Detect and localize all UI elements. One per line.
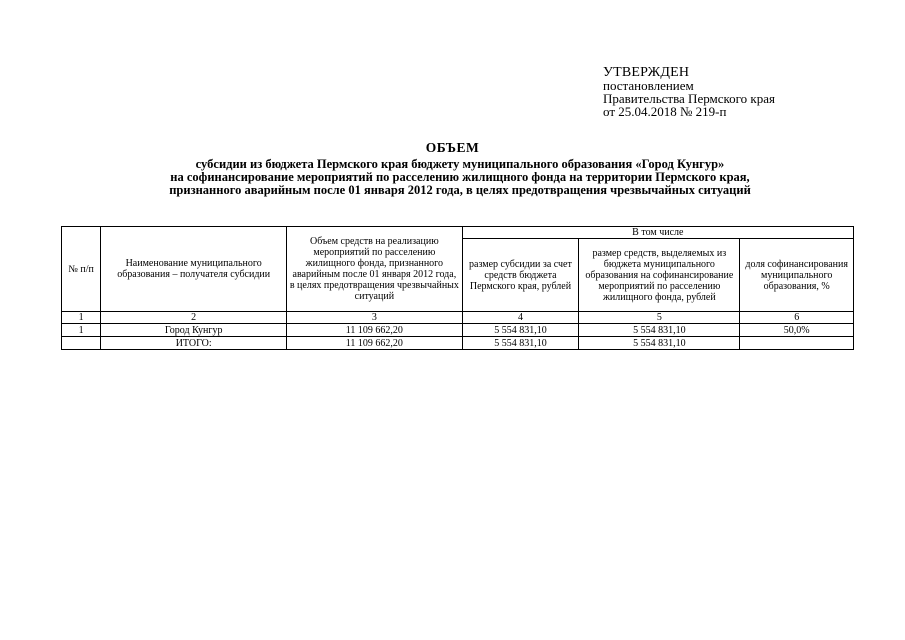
approval-line-2: постановлением	[603, 78, 694, 93]
approval-heading: УТВЕРЖДЕН	[603, 65, 690, 80]
header-row-1	[62, 227, 854, 239]
column-number: 1	[62, 312, 101, 324]
row-name: ИТОГО:	[101, 337, 287, 350]
row-no	[62, 337, 101, 350]
header-including: В том числе	[462, 227, 853, 239]
column-number: 6	[740, 312, 854, 324]
document-title: ОБЪЕМ	[425, 140, 480, 155]
subtitle-line-3: признанного аварийным после 01 января 2012 года, в целях предотвращения чрезвычайных ситуаций	[169, 183, 751, 197]
header-name: Наименование муниципального образования – получателя субсидии	[101, 227, 287, 312]
subtitle-line-1: субсидии из бюджета Пермского края бюджету муниципального образования «Город Кунгур»	[195, 157, 725, 171]
column-number-row	[62, 312, 854, 324]
column-number: 5	[579, 312, 740, 324]
approval-stamp	[603, 66, 775, 118]
header-municipal: размер средств, выделяемых из бюджета муниципального образования на софинансирование мероприятий по расселению жилищного фонда, рублей	[579, 239, 740, 312]
row-name: Город Кунгур	[101, 324, 287, 337]
approval-line-4: от 25.04.2018 № 219-п	[603, 104, 727, 119]
row-municipal: 5 554 831,10	[579, 324, 740, 337]
header-total: Объем средств на реализацию мероприятий по расселению жилищного фонда, признанного аварийным после 01 января 2012 года, в целях предотвращения чрезвычайных ситуаций	[287, 227, 463, 312]
row-subsidy: 5 554 831,10	[462, 324, 579, 337]
subtitle-line-2: на софинансирование мероприятий по расселению жилищного фонда на территории Пермского края,	[170, 170, 750, 184]
header-subsidy: размер субсидии за счет средств бюджета Пермского края, рублей	[462, 239, 579, 312]
column-number: 4	[462, 312, 579, 324]
row-total: 11 109 662,20	[287, 324, 463, 337]
header-no: № п/п	[62, 227, 101, 312]
document-subtitle	[60, 158, 860, 197]
column-number: 2	[101, 312, 287, 324]
row-share: 50,0%	[740, 324, 854, 337]
table-row-total	[62, 337, 854, 350]
approval-line-3: Правительства Пермского края	[603, 91, 775, 106]
row-subsidy: 5 554 831,10	[462, 337, 579, 350]
column-number: 3	[287, 312, 463, 324]
row-municipal: 5 554 831,10	[579, 337, 740, 350]
table-row	[62, 324, 854, 337]
row-no: 1	[62, 324, 101, 337]
header-share: доля софинансирования муниципального образования, %	[740, 239, 854, 312]
subsidy-table	[61, 226, 854, 350]
row-share	[740, 337, 854, 350]
row-total: 11 109 662,20	[287, 337, 463, 350]
